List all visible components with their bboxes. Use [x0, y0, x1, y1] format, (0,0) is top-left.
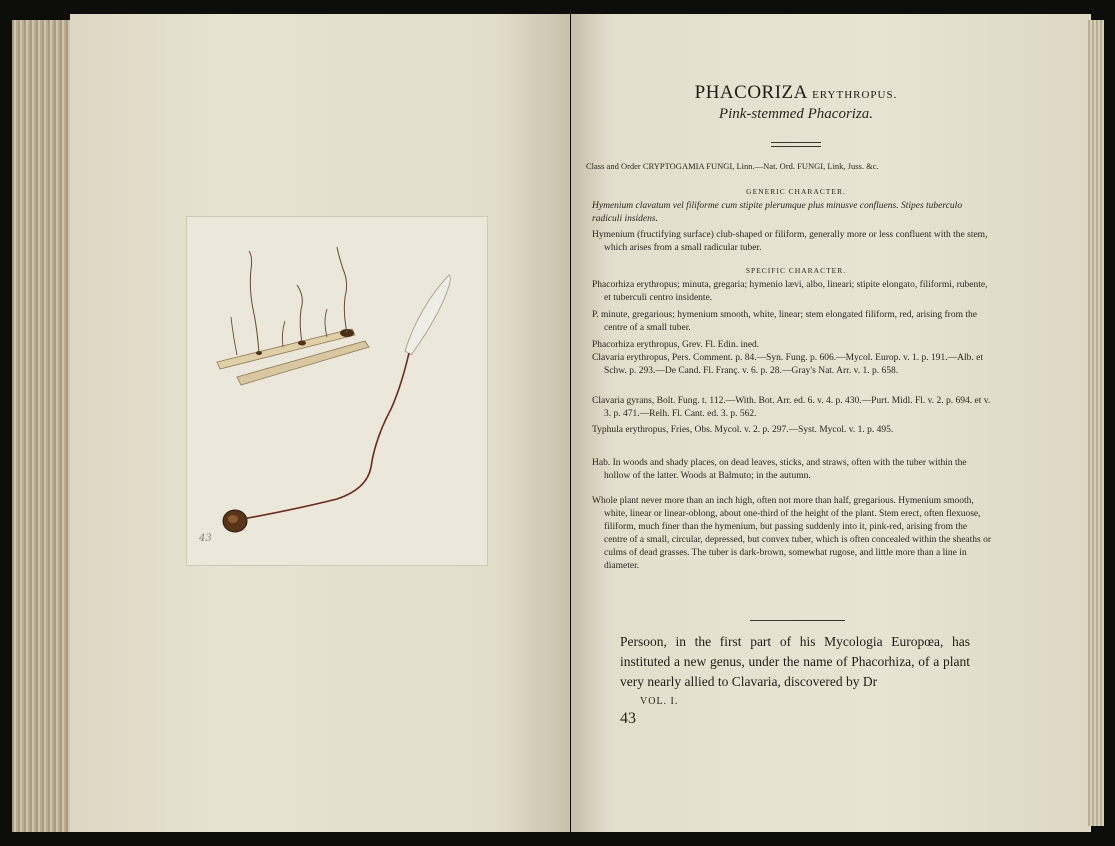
left-page-edges	[12, 20, 72, 832]
class-order-line: Class and Order CRYPTOGAMIA FUNGI, Linn.—Nat. Ord. FUNGI, Link, Juss. &c.	[586, 161, 879, 171]
synonym-2: Clavaria gyrans, Bolt. Fung. t. 112.—With. Bot. Arr. ed. 6. v. 4. p. 430.—Purt. Midl. Fl. v. 2. p. 694. et v. 3. p. 471.—Relh. Fl. Cant. ed. 3. p. 562.	[592, 396, 991, 419]
page-title	[611, 82, 981, 104]
generic-heading: GENERIC CHARACTER.	[746, 187, 846, 196]
species-name: ERYTHROPUS.	[812, 89, 898, 101]
volume-label: VOL. I.	[640, 696, 679, 707]
botanical-plate	[186, 216, 488, 566]
body-paragraph: Persoon, in the first part of his Mycologia Europœa, has instituted a new genus, under the name of Phacorhiza, of a plant very nearly allied to Clavaria, discovered by Dr	[620, 634, 970, 689]
description-text: Whole plant never more than an inch high, often not more than half, gregarious. Hymenium smooth, white, linear or linear-oblong, about one-third of the height of the plant. Stem erect, often flexuose, filiform, much finer than the hymenium, but passing suddenly into it, pink-red, arising from the centre of a small, circular, depressed, but convex tuber, which is often concealed within the sheaths or culms of dead grasses. The tuber is dark-brown, somewhat rugose, and little more than a line in diameter.	[592, 496, 992, 571]
plate-number: 43	[199, 533, 212, 544]
specific-heading: SPECIFIC CHARACTER.	[745, 266, 847, 275]
section-rule	[750, 620, 845, 621]
generic-english: Hymenium (fructifying surface) club-shaped or filiform, generally more or less confluent with the stem, which arises from a small radicular tuber.	[592, 230, 988, 253]
title-rule-2	[771, 146, 821, 147]
genus-name: PHACORIZA	[694, 82, 807, 103]
common-name: Pink-stemmed Phacoriza.	[718, 106, 874, 122]
fungus-illustration	[187, 217, 487, 565]
synonym-0: Phacorhiza erythropus, Grev. Fl. Edin. ined.	[592, 340, 760, 350]
specific-latin: Phacorhiza erythropus; minuta, gregaria; hymenio lævi, albo, lineari; stipite elongato, filiformi, rubente, et tuberculi centro insidente.	[592, 280, 988, 303]
habitat-text: Hab. In woods and shady places, on dead leaves, sticks, and straws, often with the tuber within the hollow of the latter. Woods at Balmuto; in the autumn.	[592, 458, 967, 481]
synonym-1: Clavaria erythropus, Pers. Comment. p. 84.—Syn. Fung. p. 606.—Mycol. Europ. v. 1. p. 191.—Alb. et Schw. p. 293.—De Cand. Fl. Franç. v. 6. p. 28.—Gray's Nat. Arr. v. 1. p. 658.	[592, 353, 983, 376]
title-rule	[771, 142, 821, 143]
right-page-edges	[1088, 20, 1104, 826]
signature-mark: 43	[620, 710, 636, 727]
generic-latin: Hymenium clavatum vel filiforme cum stipite plerumque plus minusve confluens. Stipes tuberculo radiculi insidens.	[592, 201, 963, 224]
right-page	[571, 14, 1091, 832]
synonym-3: Typhula erythropus, Fries, Obs. Mycol. v. 2. p. 297.—Syst. Mycol. v. 1. p. 495.	[592, 425, 894, 435]
specific-english: P. minute, gregarious; hymenium smooth, white, linear; stem elongated filiform, red, arising from the centre of a small tuber.	[592, 310, 977, 333]
